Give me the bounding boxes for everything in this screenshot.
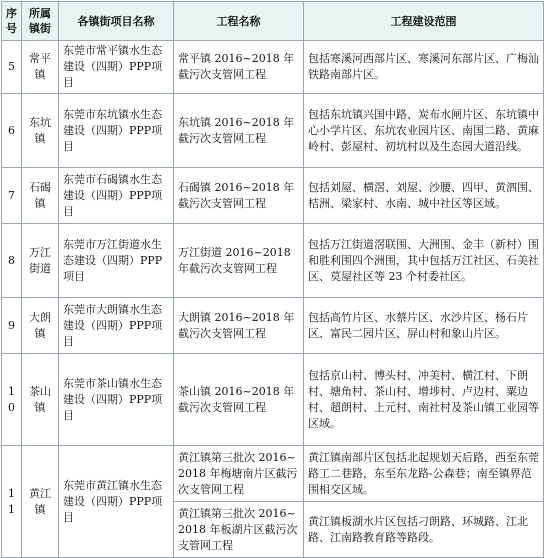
row-scope: 黄江镇南部片区包括北起规划天后路，西至东莞路工二巷路，东至东龙路-公森巷；南至镇界范围相交区域。 bbox=[304, 446, 544, 502]
table-row bbox=[2, 168, 544, 224]
header-no: 序号 bbox=[2, 2, 22, 41]
row-no: 10 bbox=[2, 354, 22, 446]
header-project: 各镇街项目名称 bbox=[59, 2, 174, 41]
row-scope: 包括寒溪河西部片区、寒溪河东部片区、广梅汕铁路南部片区。 bbox=[304, 41, 544, 94]
row-scope: 黄江镇板湖水片区包括刁朗路、环城路、江北路、江南路教育路等路段。 bbox=[304, 502, 544, 558]
row-no: 7 bbox=[2, 168, 22, 224]
row-no: 6 bbox=[2, 94, 22, 168]
row-name: 石碣镇 2016~2018 年截污次支管网工程 bbox=[174, 168, 304, 224]
row-project: 东莞市万江街道水生态建设（四期）PPP项目 bbox=[59, 224, 174, 298]
table-row bbox=[2, 354, 544, 446]
table-row bbox=[2, 41, 544, 94]
row-town: 常平镇 bbox=[22, 41, 59, 94]
row-no: 5 bbox=[2, 41, 22, 94]
row-name: 茶山镇 2016~2018 年截污次支管网工程 bbox=[174, 354, 304, 446]
row-no: 8 bbox=[2, 224, 22, 298]
row-project: 东莞市茶山镇水生态建设（四期）PPP项目 bbox=[59, 354, 174, 446]
row-project: 东莞市东坑镇水生态建设（四期）PPP项目 bbox=[59, 94, 174, 168]
project-table bbox=[1, 1, 544, 558]
table-row bbox=[2, 94, 544, 168]
table-row bbox=[2, 446, 544, 502]
row-town: 东坑镇 bbox=[22, 94, 59, 168]
row-name: 大朗镇 2016~2018 年截污次支管网工程 bbox=[174, 298, 304, 354]
row-scope: 包括刘屋、横滘、刘屋、沙腰、四甲、黄泗围、桔洲、梁家村、水南、城中社区等区域。 bbox=[304, 168, 544, 224]
row-town: 万江街道 bbox=[22, 224, 59, 298]
row-scope: 包括东坑镇兴国中路、炭布水闸片区、东坑镇中心小学片区、东坑农业园片区、南国二路、黄麻岭村、彭屋村、初坑村以及生态园大道沿线。 bbox=[304, 94, 544, 168]
row-name: 黄江镇第三批次 2016~2018 年板湖片区截污次支管网工程 bbox=[174, 502, 304, 558]
header-scope: 工程建设范围 bbox=[304, 2, 544, 41]
row-town: 石碣镇 bbox=[22, 168, 59, 224]
row-scope: 包括京山村、博头村、冲美村、横江村、下朗村、塘角村、茶山村、增埗村、卢边村、粟边村、超朗村、上元村、南社村及茶山镇工业园等区域。 bbox=[304, 354, 544, 446]
table-row bbox=[2, 298, 544, 354]
row-project: 东莞市石碣镇水生态建设（四期）PPP项目 bbox=[59, 168, 174, 224]
row-name: 东坑镇 2016~2018 年截污次支管网工程 bbox=[174, 94, 304, 168]
row-town: 黄江镇 bbox=[22, 446, 59, 558]
header-town: 所属镇街 bbox=[22, 2, 59, 41]
row-project: 东莞市常平镇水生态建设（四期）PPP项目 bbox=[59, 41, 174, 94]
row-name: 常平镇 2016~2018 年截污次支管网工程 bbox=[174, 41, 304, 94]
row-name: 黄江镇第三批次 2016~2018 年梅塘南片区截污次支管网工程 bbox=[174, 446, 304, 502]
row-name: 万江街道 2016~2018 年截污次支管网工程 bbox=[174, 224, 304, 298]
row-scope: 包括高竹片区、水蔡片区、水沙片区、杨石片区、富民二园片区、屏山村和象山片区。 bbox=[304, 298, 544, 354]
row-scope: 包括万江街道滘联围、大洲围、金丰（新村）围和胜利围四个洲围，其中包括万江社区、石美社区、莫屋社区等 23 个村委社区。 bbox=[304, 224, 544, 298]
row-no: 9 bbox=[2, 298, 22, 354]
header-name: 工程名称 bbox=[174, 2, 304, 41]
row-town: 茶山镇 bbox=[22, 354, 59, 446]
row-town: 大朗镇 bbox=[22, 298, 59, 354]
row-project: 东莞市黄江镇水生态建设（四期）PPP项目 bbox=[59, 446, 174, 558]
row-no: 11 bbox=[2, 446, 22, 558]
table-row bbox=[2, 224, 544, 298]
row-project: 东莞市大朗镇水生态建设（四期）PPP项目 bbox=[59, 298, 174, 354]
header-row bbox=[2, 2, 544, 41]
